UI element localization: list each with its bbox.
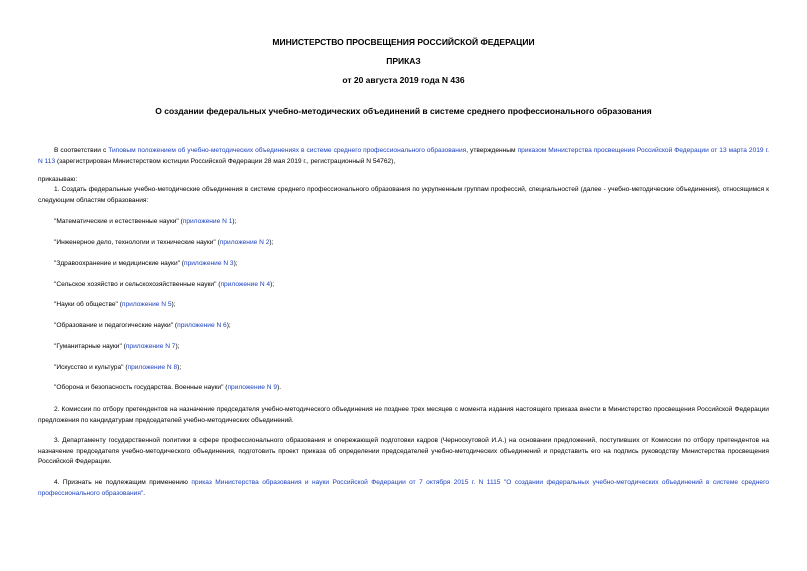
appendix-link[interactable]: приложение N 8	[127, 364, 178, 371]
list-item: "Сельское хозяйство и сельскохозяйственные науки" (приложение N 4);	[54, 281, 275, 288]
order-word: приказываю:	[38, 176, 78, 183]
list-item: "Здравоохранение и медицинские науки" (приложение N 3);	[54, 260, 238, 267]
list-item: "Науки об обществе" (приложение N 5);	[54, 301, 176, 308]
intro-paragraph	[38, 146, 769, 167]
intro-text-2: , утвержденным	[466, 147, 518, 154]
appendix-link[interactable]: приложение N 4	[220, 281, 271, 288]
repealed-order-link[interactable]: приказ Министерства образования и науки Российской Федерации от 7 октября 2015 г. N 1115 "О создании федеральных учебно-методических объединений в системе среднего профессионального образования"	[38, 479, 769, 497]
appendix-link[interactable]: приложение N 9	[227, 384, 278, 391]
appendix-link[interactable]: приложение N 1	[182, 218, 233, 225]
intro-text-3: (зарегистрирован Министерством юстиции Российской Федерации 28 мая 2019 г., регистрационный N 54762),	[55, 157, 396, 165]
ministry-order-link[interactable]: приказом Министерства просвещения Российской Федерации от 13 марта 2019 г. N 113	[38, 147, 770, 165]
appendix-link[interactable]: приложение N 2	[219, 239, 270, 246]
paragraph-2: 2. Комиссии по отбору претендентов на назначение председателя учебно-методического объединения не позднее трех месяцев с момента издания настоящего приказа внести в Министерство просвещения Российской Федерации предложения по кандидатурам председателей учебно-методических объединений.	[38, 406, 769, 424]
appendix-link[interactable]: приложение N 6	[177, 322, 227, 329]
paragraph-3: 3. Департаменту государственной политики в сфере профессионального образования и опережающей подготовки кадров (Черноскутовой И.А.) на основании предложений, поступивших от Комиссии по отбору претендентов на назначение председателя учебно-методического объединения, подготовить проект приказа об определении председателей учебно-методических объединений и представить его на подпись руководству Министерства просвещения Российской Федерации.	[38, 437, 769, 465]
appendix-link[interactable]: приложение N 5	[121, 301, 172, 308]
paragraph-1: 1. Создать федеральные учебно-методические объединения в системе среднего профессионального образования по укрупненным группам профессий, специальностей (далее - учебно-методические объединения), относящимся к следующим областям образования:	[38, 186, 769, 204]
appendix-link[interactable]: приложение N 7	[125, 343, 176, 350]
model-regulation-link[interactable]: Типовым положением об учебно-методических объединениях в системе среднего профессионального образования	[108, 147, 467, 154]
list-item: "Искусство и культура" (приложение N 8);	[54, 364, 182, 371]
list-item: "Оборона и безопасность государства. Военные науки" (приложение N 9).	[54, 384, 282, 391]
date-number-heading: от 20 августа 2019 года N 436	[342, 75, 465, 85]
list-item: "Инженерное дело, технологии и технические науки" (приложение N 2);	[54, 239, 274, 246]
doc-type-heading: ПРИКАЗ	[386, 56, 421, 66]
intro-text-1: В соответствии с	[54, 147, 109, 154]
appendix-link[interactable]: приложение N 3	[184, 260, 234, 267]
list-item: "Гуманитарные науки" (приложение N 7);	[54, 343, 180, 350]
paragraph-4	[38, 478, 769, 499]
list-item: "Математические и естественные науки" (приложение N 1);	[54, 218, 237, 225]
ministry-heading: МИНИСТЕРСТВО ПРОСВЕЩЕНИЯ РОССИЙСКОЙ ФЕДЕРАЦИИ	[272, 37, 535, 47]
list-item: "Образование и педагогические науки" (приложение N 6);	[54, 322, 231, 329]
p4-text-1: 4. Признать не подлежащим применению	[54, 479, 192, 486]
p4-text-2: .	[143, 489, 146, 497]
document-title: О создании федеральных учебно-методических объединений в системе среднего профессионального образования	[155, 106, 652, 116]
